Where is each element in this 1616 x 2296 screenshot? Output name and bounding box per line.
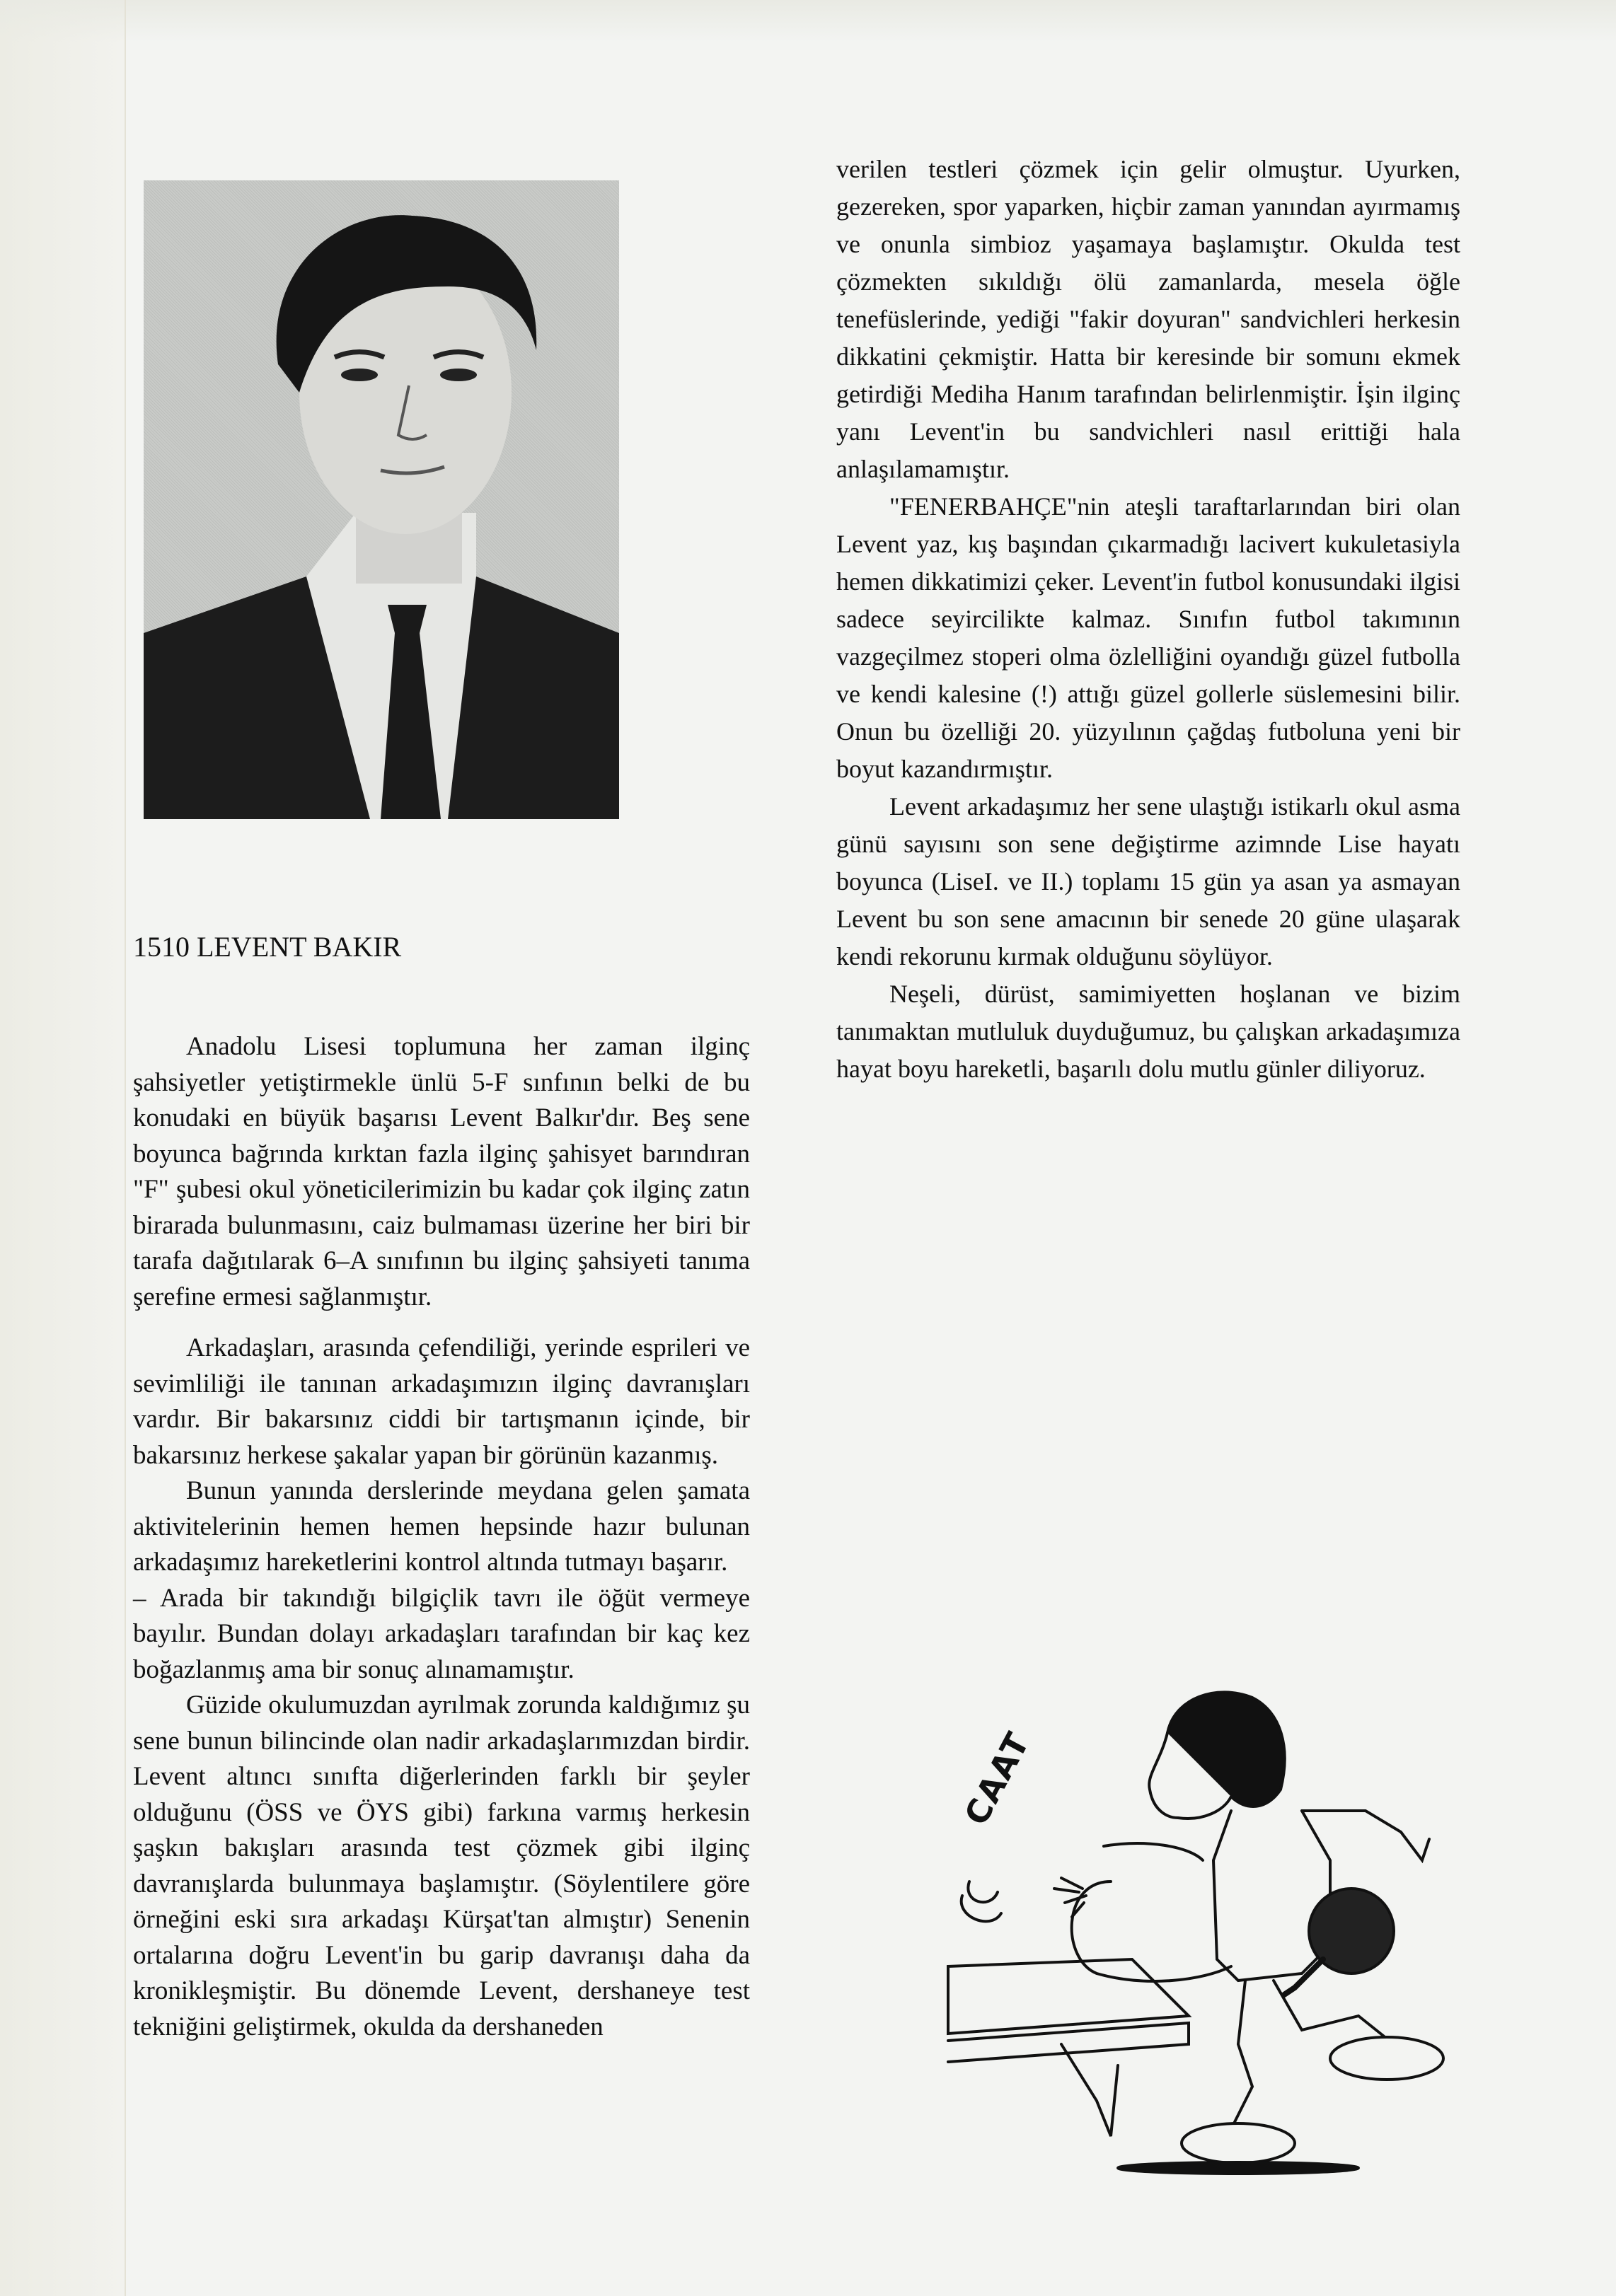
paragraph: Arkadaşları, arasında çefendiliği, yerinde esprileri ve sevimliliği ile tanınan arkadaşımızın ilginç davranışları vardır. Bir bakarsınız ciddi bir tartışmanın içinde, bir bakarsınız herkese şakalar yapan bir görünün kazanmış. [133,1333,750,1470]
left-text-column [133,1029,750,2045]
paragraph: Levent arkadaşımız her sene ulaştığı istikarlı okul asma günü sayısını son sene değiştirme azimnde Lise hayatı boyunca (LiseI. ve II.) toplamı 15 gün ya asan ya asmayan Levent bu son sene amacının bir senede 20 güne ulaşarak kendi rekorunu kırmak olduğunu söylüyor. [836,792,1460,970]
paragraph: "FENERBAHÇE"nin ateşli taraftarlarından biri olan Levent yaz, kış başından çıkarmadığı lacivert kukuletasiyla hemen dikkatimizi çeker. Levent'in futbol konusundaki ilgisi sadece seyircilikte kalmaz. Sınıfın futbol takımının vazgeçilmez stoperi olma özlelliğini oyandığı güzel futbolla ve kendi kalesine (!) attığı güzel gollerle süslemesini bilir. Onun bu özelliği 20. yüzyılının çağdaş futboluna yeni bir boyut kazandırmıştır. [836,492,1460,783]
page-margin [0,0,125,2296]
paragraph: Neşeli, dürüst, samimiyetten hoşlanan ve bizim tanımaktan mutluluk duyduğumuz, bu çalışkan arkadaşımıza hayat boyu hareketli, başarılı dolu mutlu günler diliyoruz. [836,980,1460,1083]
page-top-shading [0,0,1616,42]
paragraph: Güzide okulumuzdan ayrılmak zorunda kaldığımız şu sene bunun bilincinde olan nadir arkadaşlarımızdan birdir. Levent altıncı sınıfta diğerlerinden farklı bir şeyler olduğunu (ÖSS ve ÖYS gibi) farkına varmış herkesin şaşkın bakışları arasında test çözmek gibi ilginç davranışlarda bulunmaya başlamıştır. (Söylentilere göre örneğini eski sıra arkadaşı Kürşat'tan almıştır) Senenin ortalarına doğru Levent'in bu garip davranışı daha da kronikleşmiştir. Bu dönemde Levent, dershaneye test tekniğini geliştirmek, okulda da dershaneden [133,1691,750,2041]
student-name-heading: 1510 LEVENT BAKIR [133,931,402,963]
caricature-drawing [934,1648,1486,2186]
paragraph: Anadolu Lisesi toplumuna her zaman ilginç şahsiyetler yetiştirmekle ünlü 5-F sınfının belki de bu konudaki en büyük başarısı Levent Balkır'dır. Beş sene boyunca bağrında kırktan fazla ilginç şahisyet barındıran "F" şubesi okul yöneticilerimizin bu kadar çok ilginç zatın birarada bulunmasını, caiz bulmaması üzerine her biri bir tarafa dağıtılarak 6–A sınıfının bu ilginç şahsiyeti tanıma şerefine ermesi sağlanmıştır. [133,1032,750,1311]
paragraph: – Arada bir takındığı bilgiçlik tavrı ile öğüt vermeye bayılır. Bundan dolayı arkadaşları tarafından bir kaç kez boğazlanmış ama bir sonuç alınamamıştır. [133,1583,750,1684]
portrait-photo [144,180,619,819]
right-text-column [836,151,1460,1088]
portrait-illustration [144,180,619,819]
sound-effect-text: CAAT [957,1725,1038,1831]
paragraph: Bunun yanında derslerinde meydana gelen şamata aktivitelerinin hemen hemen hepsinde hazır bulunan arkadaşımız hareketlerini kontrol altında tutmayı başarır. [133,1476,750,1577]
table-tennis-caricature [934,1648,1486,2186]
paragraph: verilen testleri çözmek için gelir olmuştur. Uyurken, gezereken, spor yaparken, hiçbir zaman yanından ayırmamış ve onunla simbioz yaşamaya başlamıştır. Okulda test çözmekten sıkıldığı ölü zamanlarda, mesela öğle tenefüslerinde, yediği "fakir doyuran" sandvichleri herkesin dikkatini çekmiştir. Hatta bir keresinde bir somunı ekmek getirdiği Mediha Hanım tarafından belirlenmiştir. İşin ilginç yanı Levent'in bu sandvichleri nasıl erittiği hala anlaşılamamıştır. [836,155,1460,483]
page-fold-line [125,0,126,2296]
